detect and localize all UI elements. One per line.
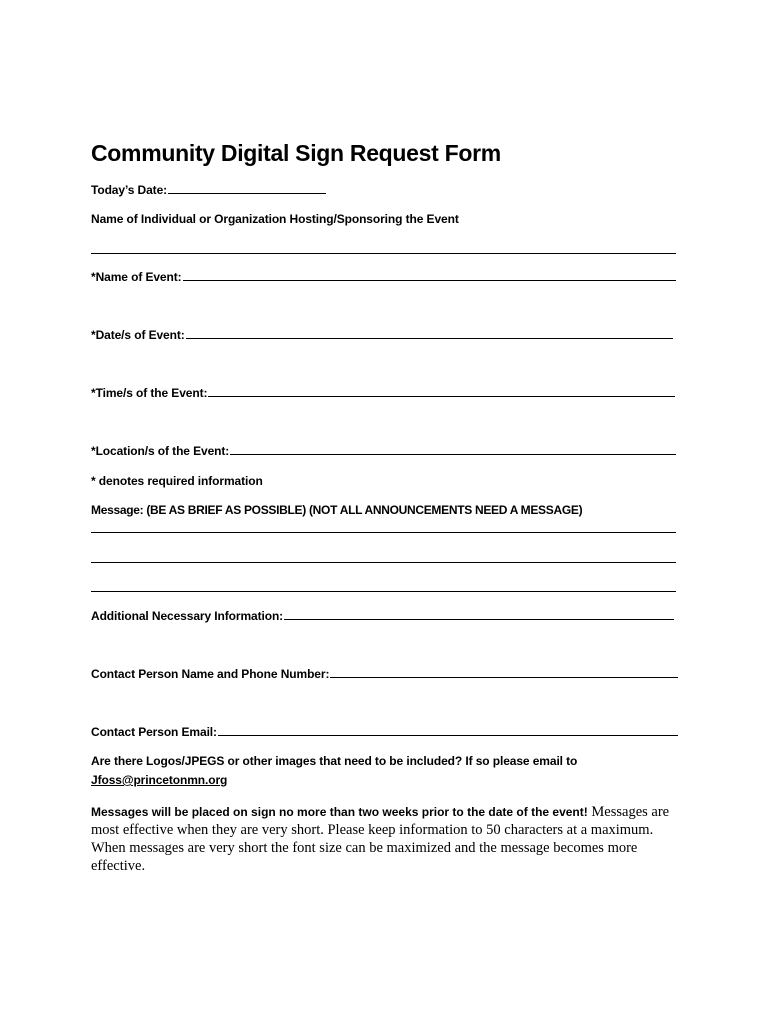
contact-name-phone-field [91,667,678,681]
additional-info-label: Additional Necessary Information: [91,609,284,623]
event-locations-label: *Location/s of the Event: [91,444,230,458]
host-label: Name of Individual or Organization Hosting/Sponsoring the Event [91,212,459,226]
contact-email-blank[interactable] [218,725,678,736]
event-name-field [91,270,676,284]
message-line-2[interactable] [91,562,676,563]
todays-date-field [91,183,326,197]
contact-name-phone-label: Contact Person Name and Phone Number: [91,667,330,681]
notice-paragraph [91,803,671,875]
event-times-blank[interactable] [208,386,675,397]
event-locations-blank[interactable] [230,444,676,455]
message-line-3[interactable] [91,591,676,592]
event-times-label: *Time/s of the Event: [91,386,208,400]
message-line-1[interactable] [91,532,676,533]
todays-date-blank[interactable] [168,183,326,194]
contact-name-phone-blank[interactable] [330,667,678,678]
form-title: Community Digital Sign Request Form [91,140,501,166]
additional-info-blank[interactable] [284,609,674,620]
todays-date-label: Today’s Date: [91,183,168,197]
event-times-field [91,386,675,400]
notice-bold-text: Messages will be placed on sign no more than two weeks prior to the date of the event! [91,805,588,819]
event-dates-blank[interactable] [186,328,673,339]
additional-info-field [91,609,674,623]
event-dates-label: *Date/s of Event: [91,328,185,342]
message-label: Message: (BE AS BRIEF AS POSSIBLE) (NOT ALL ANNOUNCEMENTS NEED A MESSAGE) [91,503,583,517]
notice-body-text: Messages are most effective when they are very short. Please keep information to 50 characters at a maximum. When messages are very short the font size can be maximized and the message becomes more effective. [91,804,670,874]
event-name-blank[interactable] [183,270,676,281]
contact-email-label: Contact Person Email: [91,725,217,739]
event-dates-field [91,328,673,342]
logos-email-link[interactable]: Jfoss@princetonmn.org [91,773,228,787]
required-note: * denotes required information [91,474,263,488]
host-blank-line[interactable] [91,253,676,254]
contact-email-field [91,725,678,739]
event-name-label: *Name of Event: [91,270,182,284]
event-locations-field [91,444,676,458]
logos-question: Are there Logos/JPEGS or other images that need to be included? If so please email to [91,754,578,768]
